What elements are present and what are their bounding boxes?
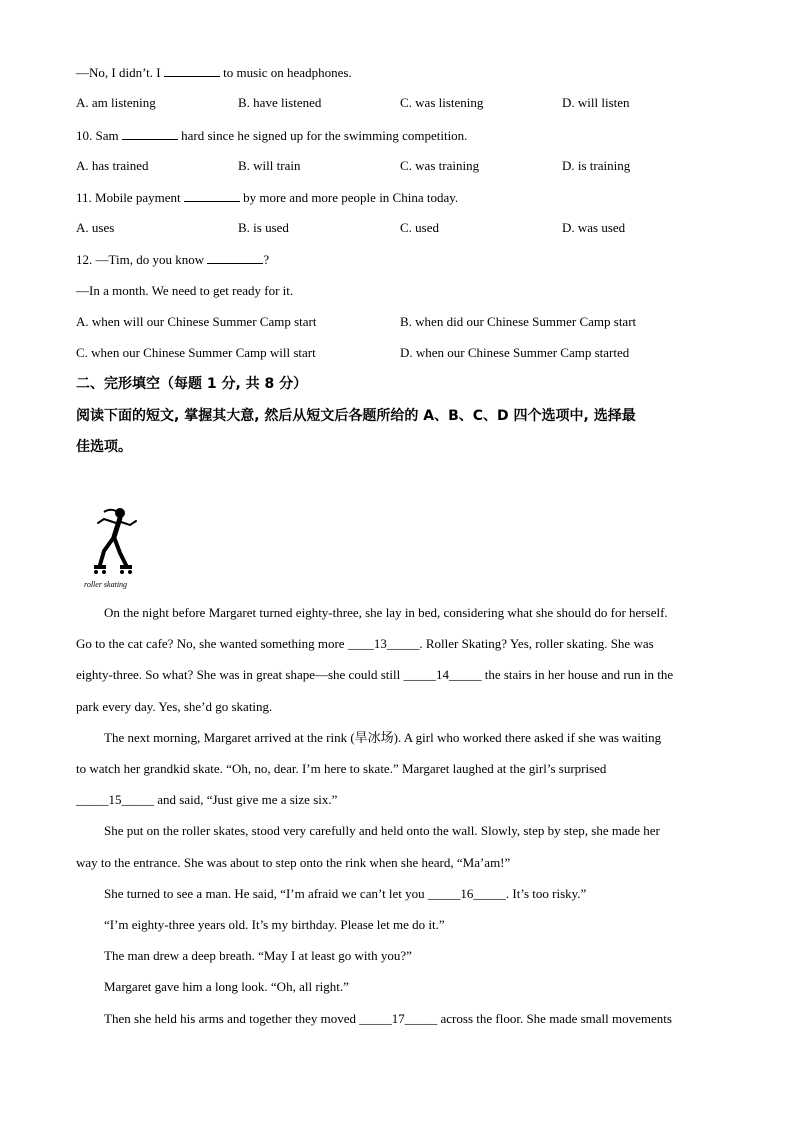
blank-13[interactable]: ____13_____	[347, 636, 420, 651]
section-2-title: 二、完形填空（每题 1 分, 共 8 分）	[76, 376, 308, 392]
q12-stem	[76, 251, 269, 268]
passage-p6: The man drew a deep breath. “May I at least go with you?”	[104, 948, 412, 963]
q9-option-c[interactable]: C. was listening	[400, 95, 484, 110]
passage-p3-line-1: She put on the roller skates, stood very carefully and held onto the wall. Slowly, step by step, she made her	[104, 823, 660, 838]
passage-p5: “I’m eighty-three years old. It’s my birthday. Please let me do it.”	[104, 917, 445, 932]
q11-option-d[interactable]: D. was used	[562, 220, 626, 235]
passage-p4-text-a: She turned to see a man. He said, “I’m afraid we can’t let you	[104, 886, 425, 901]
section-2-instruction-line-1: 阅读下面的短文, 掌握其大意, 然后从短文后各题所给的 A、B、C、D 四个选项中, 选择最	[76, 408, 636, 424]
q9-option-b[interactable]: B. have listened	[238, 95, 322, 110]
passage-p2-line-2: to watch her grandkid skate. “Oh, no, dear. I’m here to skate.” Margaret laughed at the girl’s surprised	[76, 761, 607, 776]
passage-p1-line-3	[76, 667, 712, 683]
passage-p1-line-2	[76, 636, 712, 652]
q11-stem-text-b: by more and more people in China today.	[243, 190, 459, 205]
passage-p1-line-3-text-b: the stairs in her house and run in the	[484, 667, 674, 682]
q12-stem-text-a: 12. —Tim, do you know	[76, 252, 205, 267]
passage-p2-line-1: The next morning, Margaret arrived at the rink (旱冰场). A girl who worked there asked if she was waiting	[104, 730, 662, 745]
q10-stem-text-b: hard since he signed up for the swimming competition.	[181, 128, 468, 143]
q10-stem-text-a: 10. Sam	[76, 128, 119, 143]
passage-p4	[104, 886, 740, 902]
passage-p7: Margaret gave him a long look. “Oh, all right.”	[104, 979, 349, 994]
passage-p1-line-3-text-a: eighty-three. So what? She was in great shape—she could still	[76, 667, 401, 682]
q11-option-a[interactable]: A. uses	[76, 220, 115, 235]
passage-p8-text-c: across the floor. She made small movements	[440, 1011, 672, 1026]
q9-answer-text-a: —No, I didn’t. I	[76, 65, 161, 80]
passage-p8	[104, 1011, 740, 1027]
passage-p1-line-2-text-b: . Roller Skating? Yes, roller skating. She was	[419, 636, 654, 651]
section-2-instruction-line-2: 佳选项。	[76, 439, 132, 455]
q10-blank	[122, 127, 178, 140]
q11-stem	[76, 189, 458, 206]
blank-15[interactable]: _____15_____	[76, 792, 154, 807]
q12-option-d[interactable]: D. when our Chinese Summer Camp started	[400, 345, 630, 360]
q10-option-d[interactable]: D. is training	[562, 158, 631, 173]
q9-option-d[interactable]: D. will listen	[562, 95, 630, 110]
q9-answer-line	[76, 64, 352, 81]
passage-p8-text-b: and together they moved	[227, 1011, 357, 1026]
passage-p2-line-3	[76, 792, 712, 808]
q12-option-a[interactable]: A. when will our Chinese Summer Camp start	[76, 314, 317, 329]
q12-option-c[interactable]: C. when our Chinese Summer Camp will start	[76, 345, 316, 360]
blank-16[interactable]: _____16_____	[427, 886, 506, 901]
roller-skater-illustration	[80, 503, 140, 583]
passage-p4-text-b: . It’s too risky.”	[505, 886, 587, 901]
passage-p1-line-2-text-a: Go to the cat cafe? No, she wanted something more	[76, 636, 345, 651]
passage-p8-text-a: Then she held his arms	[104, 1011, 224, 1026]
q9-blank	[164, 64, 220, 77]
q10-option-a[interactable]: A. has trained	[76, 158, 149, 173]
q11-option-b[interactable]: B. is used	[238, 220, 289, 235]
q10-option-c[interactable]: C. was training	[400, 158, 480, 173]
passage-p3-line-2: way to the entrance. She was about to step onto the rink when she heard, “Ma’am!”	[76, 855, 511, 870]
q12-stem-text-b: ?	[263, 252, 270, 267]
blank-17[interactable]: _____17_____	[359, 1011, 438, 1026]
q12-blank	[207, 251, 263, 264]
q12-answer: —In a month. We need to get ready for it.	[76, 283, 294, 298]
blank-14[interactable]: _____14_____	[403, 667, 482, 682]
image-caption: roller skating	[84, 580, 128, 589]
q9-answer-text-b: to music on headphones.	[223, 65, 352, 80]
q10-option-b[interactable]: B. will train	[238, 158, 301, 173]
q9-option-a[interactable]: A. am listening	[76, 95, 156, 110]
q11-option-c[interactable]: C. used	[400, 220, 439, 235]
passage-p2-line-3-text: and said, “Just give me a size six.”	[157, 792, 338, 807]
q10-stem	[76, 127, 467, 144]
q12-option-b[interactable]: B. when did our Chinese Summer Camp start	[400, 314, 637, 329]
passage-p1-line-1: On the night before Margaret turned eighty-three, she lay in bed, considering what she should do for herself.	[104, 605, 668, 620]
q11-blank	[184, 189, 240, 202]
passage-p1-line-4: park every day. Yes, she’d go skating.	[76, 699, 273, 714]
q11-stem-text-a: 11. Mobile payment	[76, 190, 181, 205]
